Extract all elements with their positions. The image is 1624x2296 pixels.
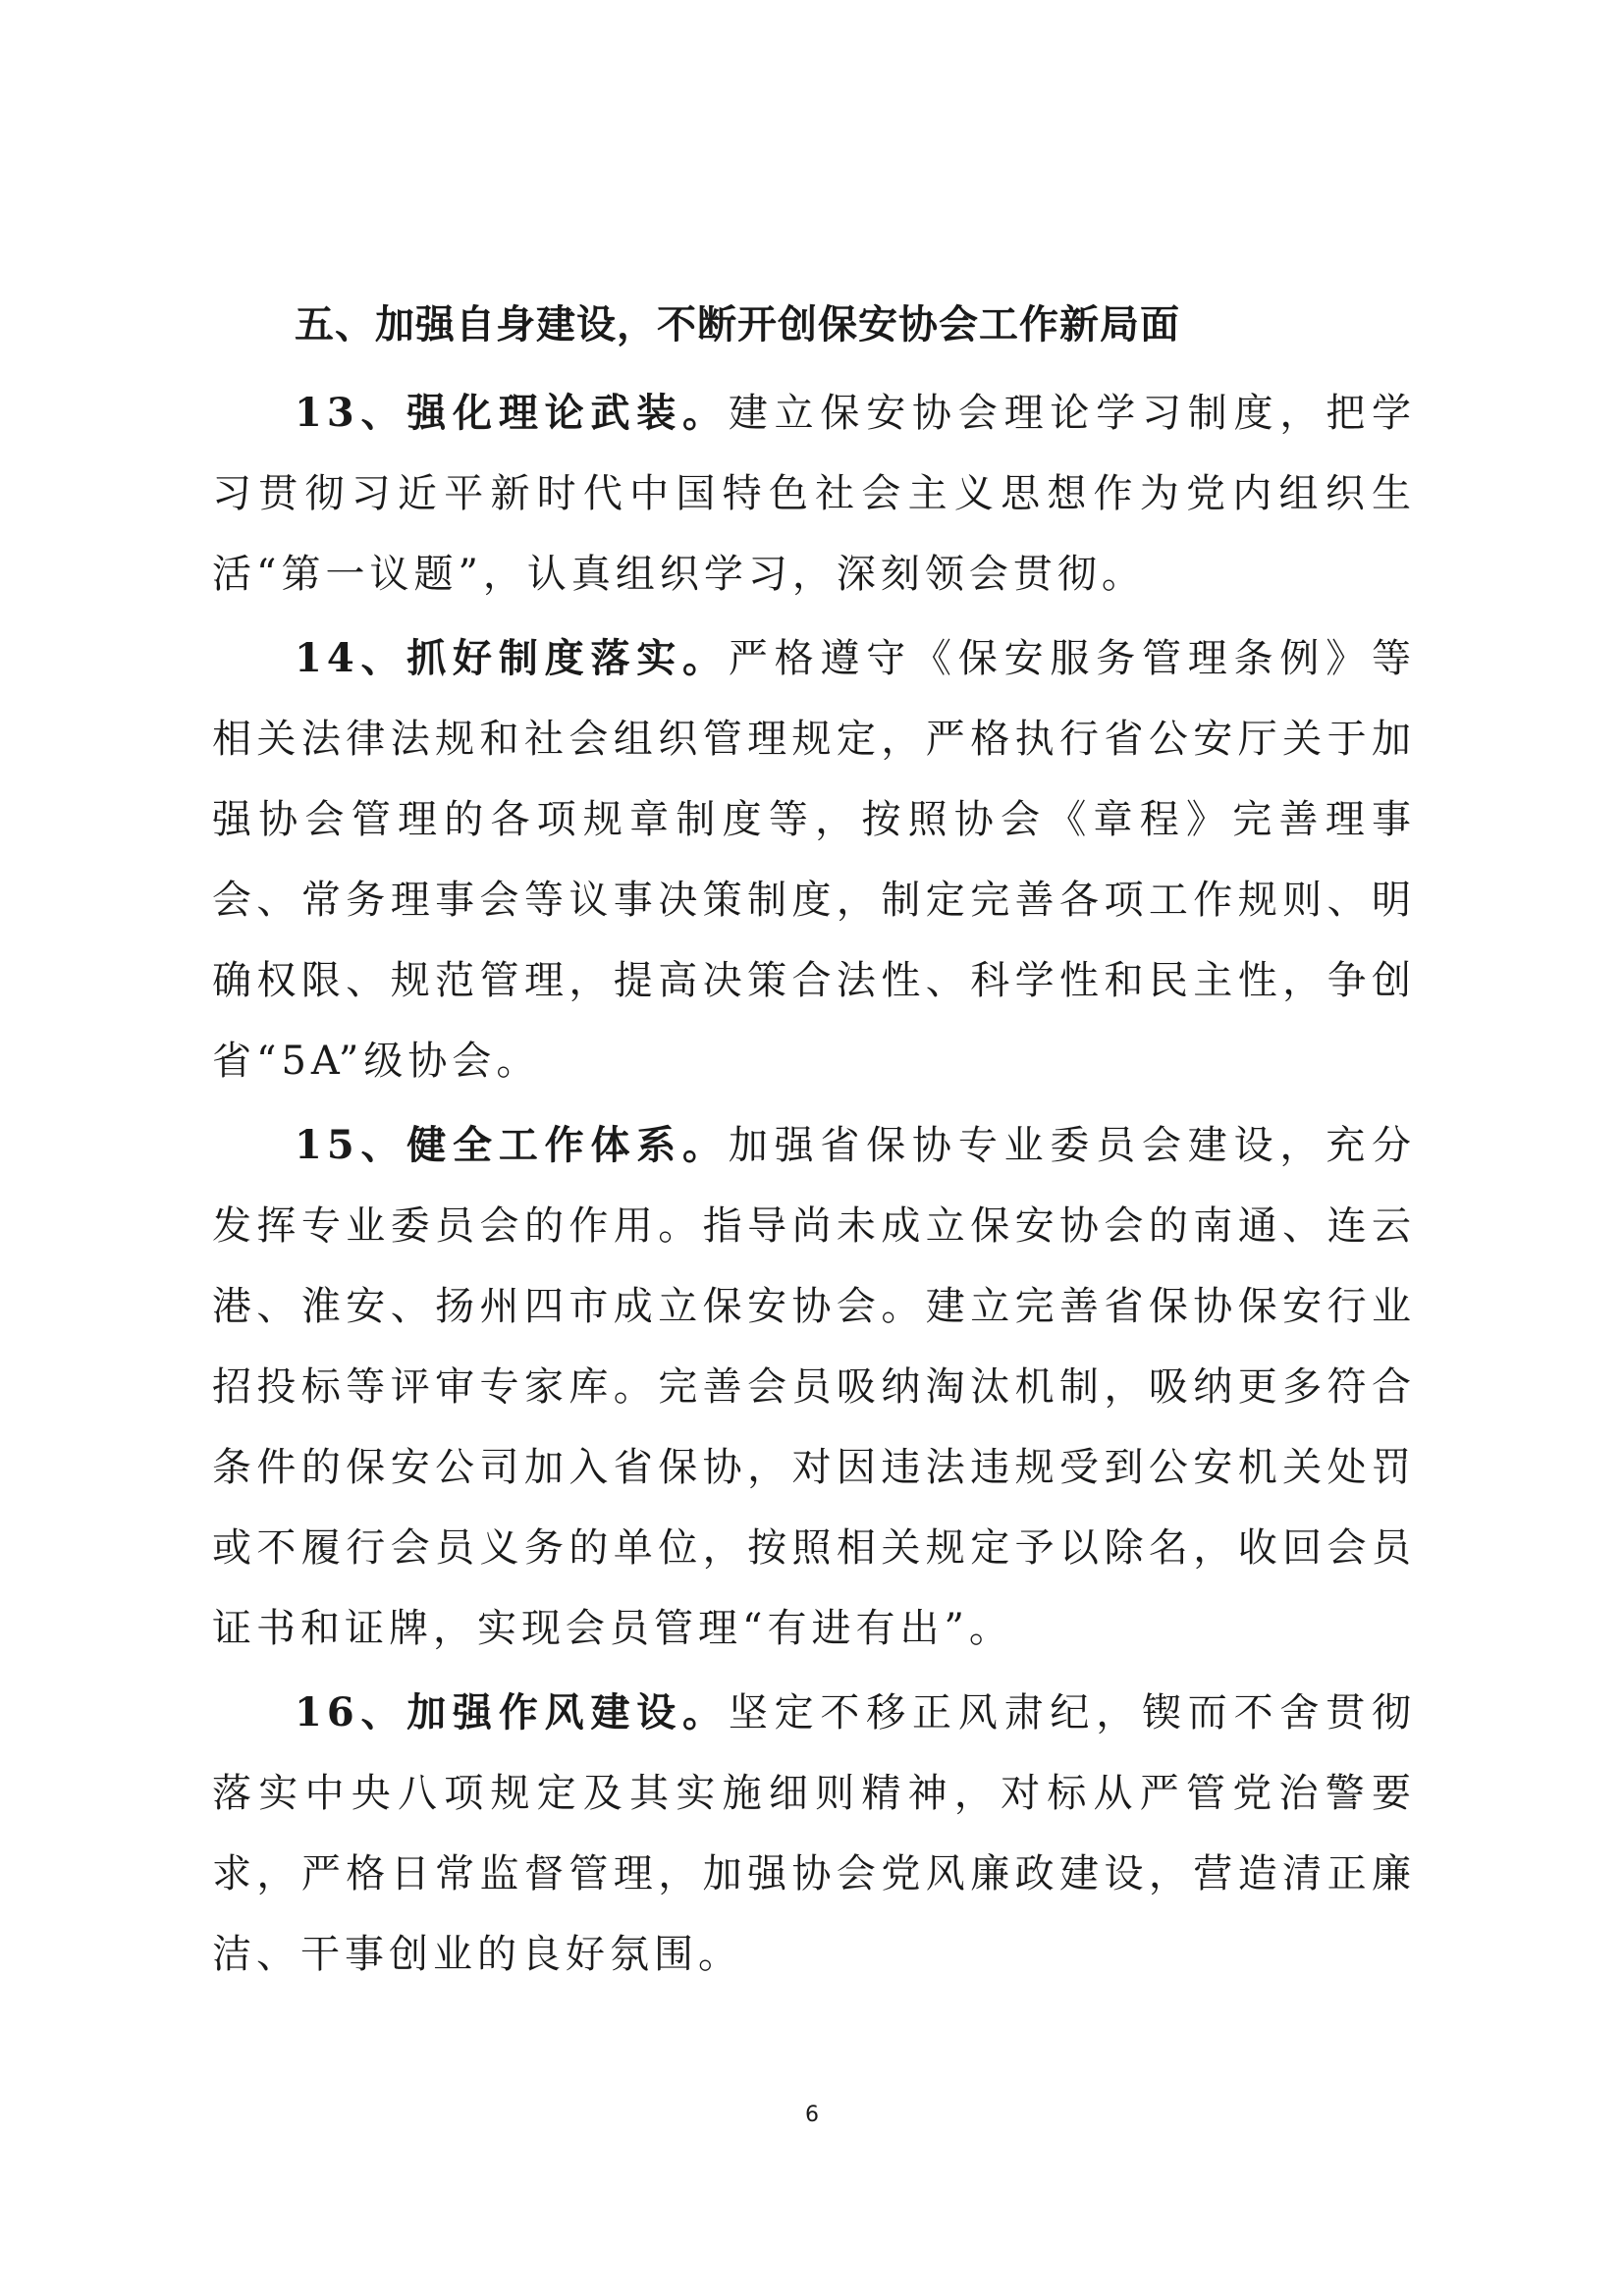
section-heading: 五、加强自身建设，不断开创保安协会工作新局面 xyxy=(295,302,1180,347)
paragraph-body: 坚定不移正风肃纪，锲而不舍贯彻落实中央八项规定及其实施细则精神，对标从严管党治警要求，严格日常监督管理，加强协会党风廉政建设，营造清正廉洁、干事创业的良好氛围。 xyxy=(212,1690,1416,1977)
document-page xyxy=(212,285,1416,1999)
paragraph-body: 加强省保协专业委员会建设，充分发挥专业委员会的作用。指导尚未成立保安协会的南通、连云港、淮安、扬州四市成立保安协会。建立完善省保协保安行业招投标等评审专家库。完善会员吸纳淘汰机制，吸纳更多符合条件的保安公司加入省保协，对因违法违规受到公安机关处罚或不履行会员义务的单位，按照相关规定予以除名，收回会员证书和证牌，实现会员管理“有进有出”。 xyxy=(212,1123,1416,1651)
paragraph-body: 建立保安协会理论学习制度，把学习贯彻习近平新时代中国特色社会主义思想作为党内组织生活“第一议题”，认真组织学习，深刻领会贯彻。 xyxy=(212,391,1416,597)
paragraph-16 xyxy=(212,1673,1416,1995)
paragraph-15 xyxy=(212,1105,1416,1669)
paragraph-lead: 13、强化理论武装。 xyxy=(295,390,729,436)
page-number: 6 xyxy=(805,2103,819,2127)
paragraph-lead: 15、健全工作体系。 xyxy=(295,1122,729,1168)
paragraph-13 xyxy=(212,373,1416,614)
paragraph-lead: 14、抓好制度落实。 xyxy=(295,635,729,681)
paragraph-lead: 16、加强作风建设。 xyxy=(295,1689,729,1735)
paragraph-14 xyxy=(212,618,1416,1101)
paragraph-body: 严格遵守《保安服务管理条例》等相关法律法规和社会组织管理规定，严格执行省公安厅关于加强协会管理的各项规章制度等，按照协会《章程》完善理事会、常务理事会等议事决策制度，制定完善各项工作规则、明确权限、规范管理，提高决策合法性、科学性和民主性，争创省“5A”级协会。 xyxy=(212,636,1416,1084)
